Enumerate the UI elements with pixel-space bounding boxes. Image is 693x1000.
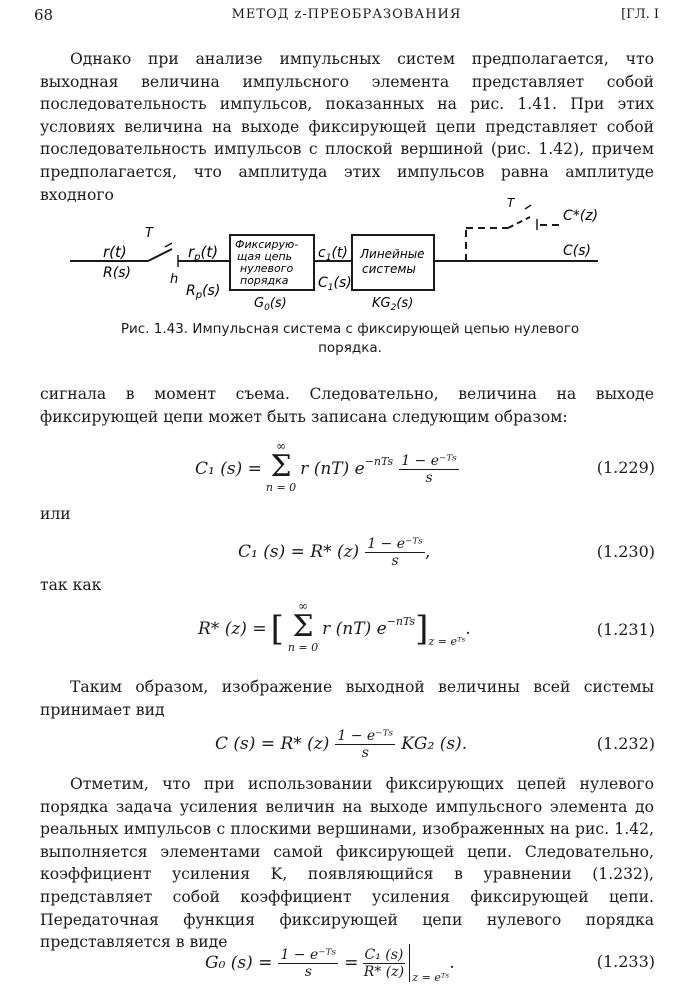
eq233-den2: R* (z) xyxy=(363,963,405,980)
eq231-dot: . xyxy=(465,619,471,639)
eq230-lhs: C₁ (s) = R* (z) xyxy=(238,542,360,562)
block-diagram xyxy=(0,195,693,315)
eq232-num: 1 − e⁻ᵀˢ xyxy=(337,727,394,744)
sigma-icon: Σ xyxy=(270,449,292,484)
label-c1-time: $c_1(t)$ xyxy=(318,245,348,263)
label-input-time: r(t) xyxy=(103,243,127,261)
sigma-icon: Σ xyxy=(292,609,314,644)
label-out-star: C*(z) xyxy=(563,208,599,224)
label-out-main: C(s) xyxy=(563,243,591,259)
running-title: МЕТОД z-ПРЕОБРАЗОВАНИЯ xyxy=(231,7,462,22)
word-since: так как xyxy=(40,576,102,594)
label-rp-s: $R_p(s)$ xyxy=(186,283,221,301)
eq229-body: r (nT) e xyxy=(300,459,365,479)
chapter-marker: [ГЛ. I xyxy=(621,7,659,22)
paragraph-3: Таким образом, изображение выходной величины всей системы принимает вид xyxy=(40,678,654,719)
eq230-den: s xyxy=(391,552,399,569)
eq233-dot: . xyxy=(449,953,455,973)
eq233-num2: C₁ (s) xyxy=(364,946,404,963)
equation-1229 xyxy=(0,440,693,500)
eq233-lhs: G₀ (s) = xyxy=(205,953,273,973)
label-rp-time: $r_p(t)$ xyxy=(188,243,219,263)
eq229-den: s xyxy=(425,469,433,486)
eq233-sub: z = eᵀˢ xyxy=(412,970,450,984)
eq229-num: 1 − e⁻ᵀˢ xyxy=(401,452,458,469)
word-or: или xyxy=(40,505,71,523)
eq233-num1: 1 − e⁻ᵀˢ xyxy=(280,946,337,963)
label-h: h xyxy=(170,272,179,287)
page-number: 68 xyxy=(34,6,54,24)
eq230-tail: , xyxy=(425,542,431,562)
hold-text-3: нулевого xyxy=(240,262,294,275)
eval-bar-icon xyxy=(409,944,410,982)
linear-text-1: Линейные xyxy=(360,247,425,261)
hold-text-1: Фиксирую- xyxy=(235,238,299,251)
right-bracket-icon: ] xyxy=(415,609,429,649)
paragraph-4: Отметим, что при использовании фиксирующих цепей нулевого порядка задача усиления величин на выходе импульсного элемента до реальных импульсов с плоскими вершинами, изображенных на рис. 1.42, выполняется элементами самой фиксирующей цепи. Следовательно, коэффициент усиления K, появляющийся в уравнении (1.232), представляет собой коэффициент усиления фиксирующей цепи. Передаточная функция фиксирующей цепи нулевого порядка представляется в виде xyxy=(40,775,654,952)
equation-1233 xyxy=(0,938,693,990)
label-input-s: R(s) xyxy=(103,265,131,281)
hold-text-2: щая цепь xyxy=(237,250,293,263)
caption-line-1: Рис. 1.43. Импульсная система с фиксирующей цепью нулевого xyxy=(120,321,580,337)
eq229-number: (1.229) xyxy=(596,458,655,477)
equation-1231 xyxy=(0,598,693,662)
equation-1230 xyxy=(0,530,693,574)
paragraph-1: Однако при анализе импульсных систем предполагается, что выходная величина импульсного элемента представляет собой последовательность импульсов, показанных на рис. 1.41. При этих условиях величина на выходе фиксирующей цепи представляет собой последовательность импульсов с плоской вершиной (рис. 1.42), причем предполагается, что амплитуда этих импульсов равна амплитуде входного xyxy=(40,50,654,204)
linear-text-2: системы xyxy=(362,262,416,276)
eq230-number: (1.230) xyxy=(596,542,655,561)
paragraph-2: сигнала в момент съема. Следовательно, величина на выходе фиксирующей цепи может быть записана следующим образом: xyxy=(40,385,654,426)
eq231-lhs: R* (z) = xyxy=(198,619,267,639)
eq230-num: 1 − e⁻ᵀˢ xyxy=(367,535,424,552)
label-switch-T: T xyxy=(145,226,153,241)
eq233-number: (1.233) xyxy=(596,952,655,971)
eq233-equals: = xyxy=(344,953,359,973)
eq231-exp: −nTs xyxy=(386,614,416,628)
eq229-sum-bottom: n = 0 xyxy=(265,481,297,494)
caption-line-2: порядка. xyxy=(318,340,382,356)
eq231-body: r (nT) e xyxy=(322,619,387,639)
left-bracket-icon: [ xyxy=(270,609,284,649)
eq229-sum-top: ∞ xyxy=(276,439,287,453)
eq232-lhs: C (s) = R* (z) xyxy=(215,734,330,754)
hold-transfer-fn: $G_0(s)$ xyxy=(254,296,287,313)
eq231-sum-bottom: n = 0 xyxy=(287,641,319,654)
eq231-number: (1.231) xyxy=(596,620,655,639)
eq229-exp: −nTs xyxy=(364,454,394,468)
label-c1-s: $C_1(s)$ xyxy=(318,275,352,293)
eq232-number: (1.232) xyxy=(596,734,655,753)
equation-1232 xyxy=(0,722,693,766)
eq232-tail: KG₂ (s). xyxy=(401,734,468,754)
figure-caption xyxy=(70,320,630,358)
eq231-sum-top: ∞ xyxy=(297,599,308,613)
eq231-sub: z = eᵀˢ xyxy=(428,634,466,648)
eq233-den1: s xyxy=(304,963,312,980)
label-out-switch-T: T xyxy=(507,196,515,210)
page-header xyxy=(34,6,659,30)
eq229-lhs: C₁ (s) = xyxy=(195,459,262,479)
hold-text-4: порядка xyxy=(240,274,289,287)
eq232-den: s xyxy=(361,744,369,761)
linear-transfer-fn: $KG_2(s)$ xyxy=(372,296,414,313)
